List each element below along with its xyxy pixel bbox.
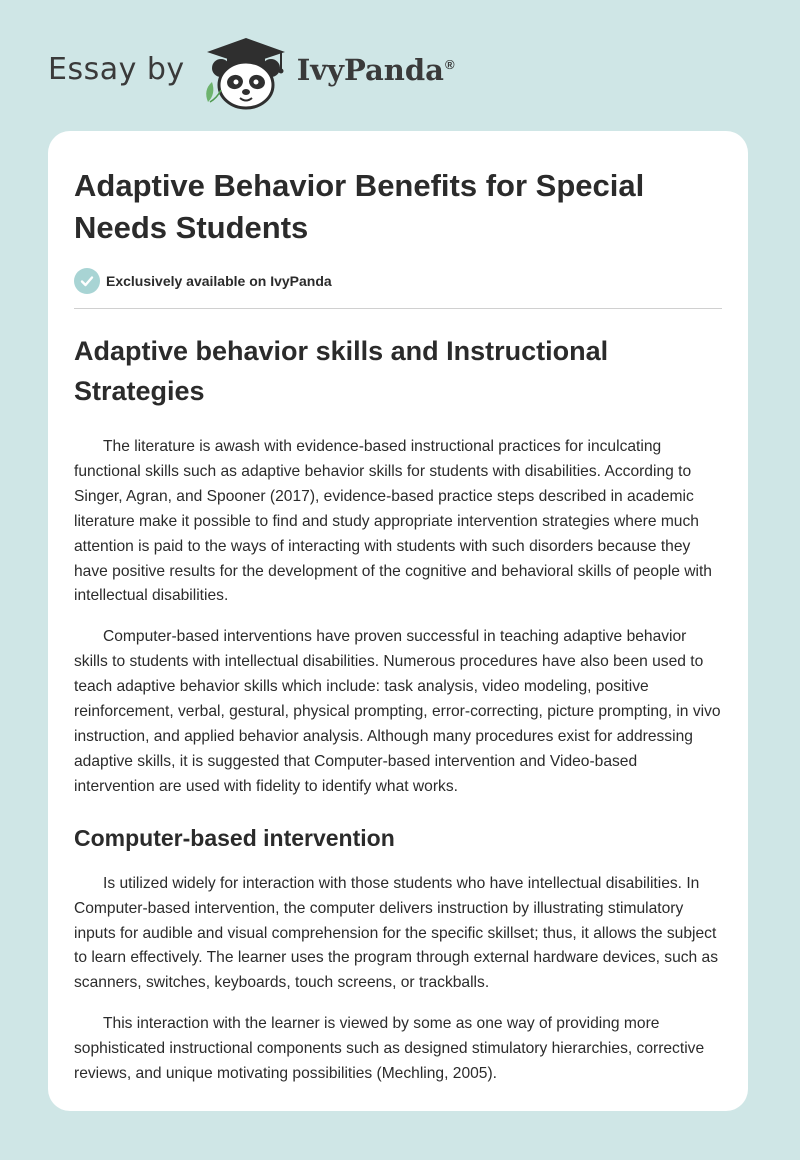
registered-mark: ® <box>444 57 455 73</box>
essay-card <box>48 131 748 1111</box>
section-heading: Computer-based intervention <box>74 824 395 851</box>
exclusive-label: Exclusively available on IvyPanda <box>106 273 332 289</box>
ivypanda-panda-logo-icon[interactable] <box>199 32 293 112</box>
essay-title: Adaptive Behavior Benefits for Special Needs Students <box>74 168 645 245</box>
brand-header <box>48 32 455 112</box>
essay-by-label: Essay by <box>48 51 185 87</box>
exclusive-badge <box>74 267 722 295</box>
paragraph: Is utilized widely for interaction with those students who have intellectual disabilities. In Computer-based intervention, the computer delivers instruction by illustrating stimulatory inputs for audible and visual comprehension for the specific skillset; thus, it allows the subject to learn effectively. The learner uses the program through external hardware devices, such as scanners, switches, keyboards, touch screens, or trackballs. <box>74 874 719 992</box>
divider <box>74 308 722 309</box>
section-heading: Adaptive behavior skills and Instructional Strategies <box>74 336 609 406</box>
paragraph: This interaction with the learner is viewed by some as one way of providing more sophisticated instructional components such as designed stimulatory hierarchies, corrective reviews, and unique motivating possibilities (Mechling, 2005). <box>74 1015 705 1083</box>
check-circle-icon <box>74 268 100 294</box>
ivypanda-wordmark[interactable]: IvyPanda® <box>296 53 455 87</box>
paragraph: Computer-based interventions have proven successful in teaching adaptive behavior skills to students with intellectual disabilities. Numerous procedures have also been used to teach adaptive behavior skills which include: task analysis, video modeling, positive reinforcement, verbal, gestural, physical prompting, error-correcting, picture prompting, in vivo instruction, and applied behavior analysis. Although many procedures exist for addressing adaptive skills, it is suggested that Computer-based intervention and Video-based intervention are used with fidelity to identify what works. <box>74 628 721 795</box>
paragraph: The literature is awash with evidence-based instructional practices for inculcating functional skills such as adaptive behavior skills for students with disabilities. According to Singer, Agran, and Spooner (2017), evidence-based practice steps described in academic literature make it possible to find and study appropriate intervention strategies where much attention is paid to the ways of interacting with students with such disorders because they have positive results for the development of the cognitive and behavioral skills of people with intellectual disabilities. <box>74 438 712 605</box>
